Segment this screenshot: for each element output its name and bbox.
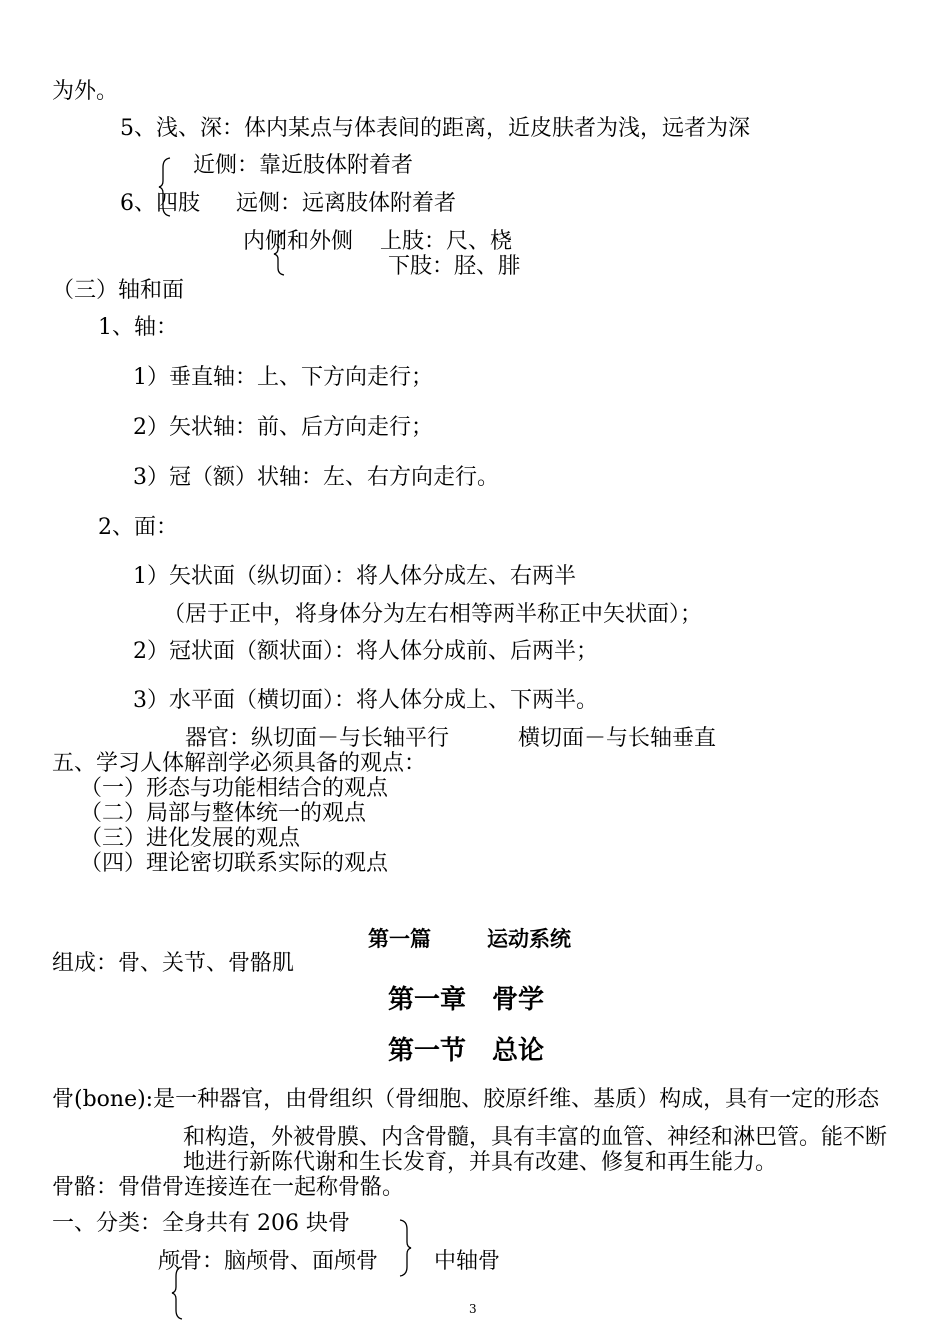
text-line: 5、浅、深：体内某点与体表间的距离，近皮肤者为浅，远者为深: [120, 116, 750, 141]
text-line: 3）冠（额）状轴：左、右方向走行。: [133, 465, 499, 490]
text-line: 中轴骨: [434, 1249, 501, 1274]
list-item: （一）形态与功能相结合的观点: [80, 776, 389, 801]
text-line: 骨骼：骨借骨连接连在一起称骨骼。: [52, 1175, 405, 1200]
text-line: 和构造，外被骨膜、内含骨髓，具有丰富的血管、神经和淋巴管。能不断: [183, 1125, 888, 1150]
right-brace-icon: [398, 1219, 412, 1277]
text-line: 近侧：靠近肢体附着者: [193, 153, 414, 178]
text-line: 地进行新陈代谢和生长发育，并具有改建、修复和再生能力。: [183, 1150, 778, 1175]
list-item: （四）理论密切联系实际的观点: [80, 851, 389, 876]
text-line: 2）矢状轴：前、后方向走行；: [133, 415, 433, 440]
text-line: 上肢：尺、桡: [380, 229, 513, 254]
text-line: 2）冠状面（额状面）：将人体分成前、后两半；: [133, 639, 598, 664]
text-line: 6、四肢: [120, 191, 200, 216]
text-line: 一、分类：全身共有 206 块骨: [52, 1211, 350, 1236]
text-line: 1）垂直轴：上、下方向走行；: [133, 365, 433, 390]
text-line: 下肢：胫、腓: [388, 254, 521, 279]
section-title: 第一节 总论: [388, 1036, 545, 1066]
text-line: 1、轴：: [98, 315, 178, 340]
part-title: 第一篇: [368, 926, 431, 951]
part-title: 运动系统: [487, 926, 571, 951]
text-line: 骨(bone):是一种器官，由骨组织（骨细胞、胶原纤维、基质）构成，具有一定的形态: [52, 1087, 880, 1112]
text-line: 内侧和外侧: [243, 229, 354, 254]
section-heading: 五、学习人体解剖学必须具备的观点：: [52, 751, 427, 776]
text-line: 2、面：: [98, 515, 178, 540]
section-heading: （三）轴和面: [52, 278, 185, 303]
list-item: （二）局部与整体统一的观点: [80, 801, 367, 826]
text-line: 器官：纵切面－与长轴平行: [185, 726, 450, 751]
left-brace-icon: [170, 1266, 184, 1320]
text-line: 颅骨：脑颅骨、面颅骨: [158, 1249, 379, 1274]
text-line: 3）水平面（横切面）：将人体分成上、下两半。: [133, 688, 598, 713]
text-line: （居于正中，将身体分为左右相等两半称正中矢状面）；: [163, 602, 703, 627]
chapter-title: 第一章 骨学: [388, 985, 545, 1015]
text-line: 横切面－与长轴垂直: [518, 726, 717, 751]
page-number: 3: [469, 1302, 477, 1316]
text-line: 为外。: [52, 79, 119, 104]
text-line: 组成：骨、关节、骨骼肌: [52, 951, 295, 976]
list-item: （三）进化发展的观点: [80, 826, 301, 851]
text-line: 1）矢状面（纵切面）：将人体分成左、右两半: [133, 564, 576, 589]
text-line: 远侧：远离肢体附着者: [236, 191, 457, 216]
